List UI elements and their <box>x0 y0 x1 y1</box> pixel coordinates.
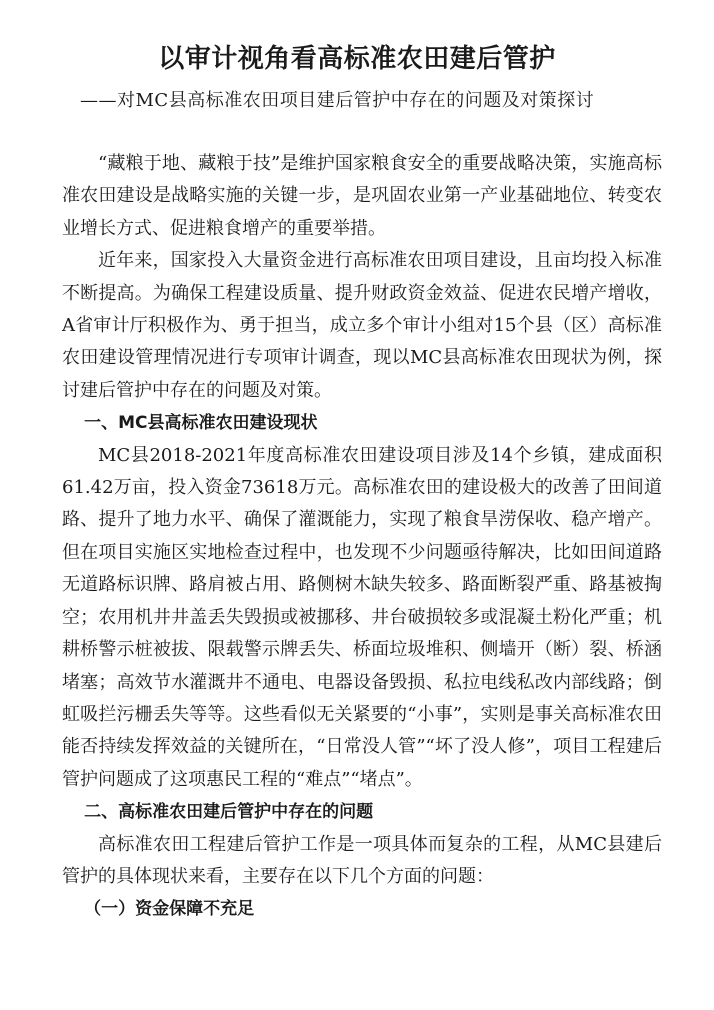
section-1-heading: 一、MC县高标准农田建设现状 <box>84 413 318 434</box>
section-2-subheading: （一）资金保障不充足 <box>84 899 255 920</box>
section-2-heading: 二、高标准农田建后管护中存在的问题 <box>84 802 374 823</box>
section-1-paragraph: MC县2018-2021年度高标准农田建设项目涉及14个乡镇，建成面积61.42万亩，投入资金73618万元。高标准农田的建设极大的改善了田间道路、提升了地力水平、确保了灌溉能力，实现了粮食旱涝保收、稳产增产。但在项目实施区实地检查过程中，也发现不少问题亟待解决，比如田间道路无道路标识牌、路肩被占用、路侧树木缺失较多、路面断裂严重、路基被掏空；农用机井井盖丢失毁损或被挪移、井台破损较多或混凝土粉化严重；机耕桥警示桩被拔、限载警示牌丢失、桥面垃圾堆积、侧墙开（断）裂、桥涵堵塞；高效节水灌溉井不通电、电器设备毁损、私拉电线私改内部线路；倒虹吸拦污栅丢失等等。这些看似无关紧要的“小事”，实则是事关高标准农田能否持续发挥效益的关键所在，“日常没人管”“坏了没人修”，项目工程建后管护问题成了这项惠民工程的“难点”“堵点”。 <box>62 444 662 790</box>
section-2-paragraph: 高标准农田工程建后管护工作是一项具体而复杂的工程，从MC县建后管护的具体现状来看，主要存在以下几个方面的问题： <box>62 833 662 887</box>
intro-paragraph-2: 近年来，国家投入大量资金进行高标准农田项目建设，且亩均投入标准不断提高。为确保工程建设质量、提升财政资金效益、促进农民增产增收，A省审计厅积极作为、勇于担当，成立多个审计小组对15个县（区）高标准农田建设管理情况进行专项审计调查，现以MC县高标准农田现状为例，探讨建后管护中存在的问题及对策。 <box>62 250 662 401</box>
document-body <box>62 148 662 926</box>
document-subtitle: ——对MC县高标准农田项目建后管护中存在的问题及对策探讨 <box>80 90 595 111</box>
document-title: 以审计视角看高标准农田建后管护 <box>158 44 556 74</box>
intro-paragraph-1: “藏粮于地、藏粮于技”是维护国家粮食安全的重要战略决策，实施高标准农田建设是战略实施的关键一步，是巩固农业第一产业基础地位、转变农业增长方式、促进粮食增产的重要举措。 <box>62 153 662 239</box>
